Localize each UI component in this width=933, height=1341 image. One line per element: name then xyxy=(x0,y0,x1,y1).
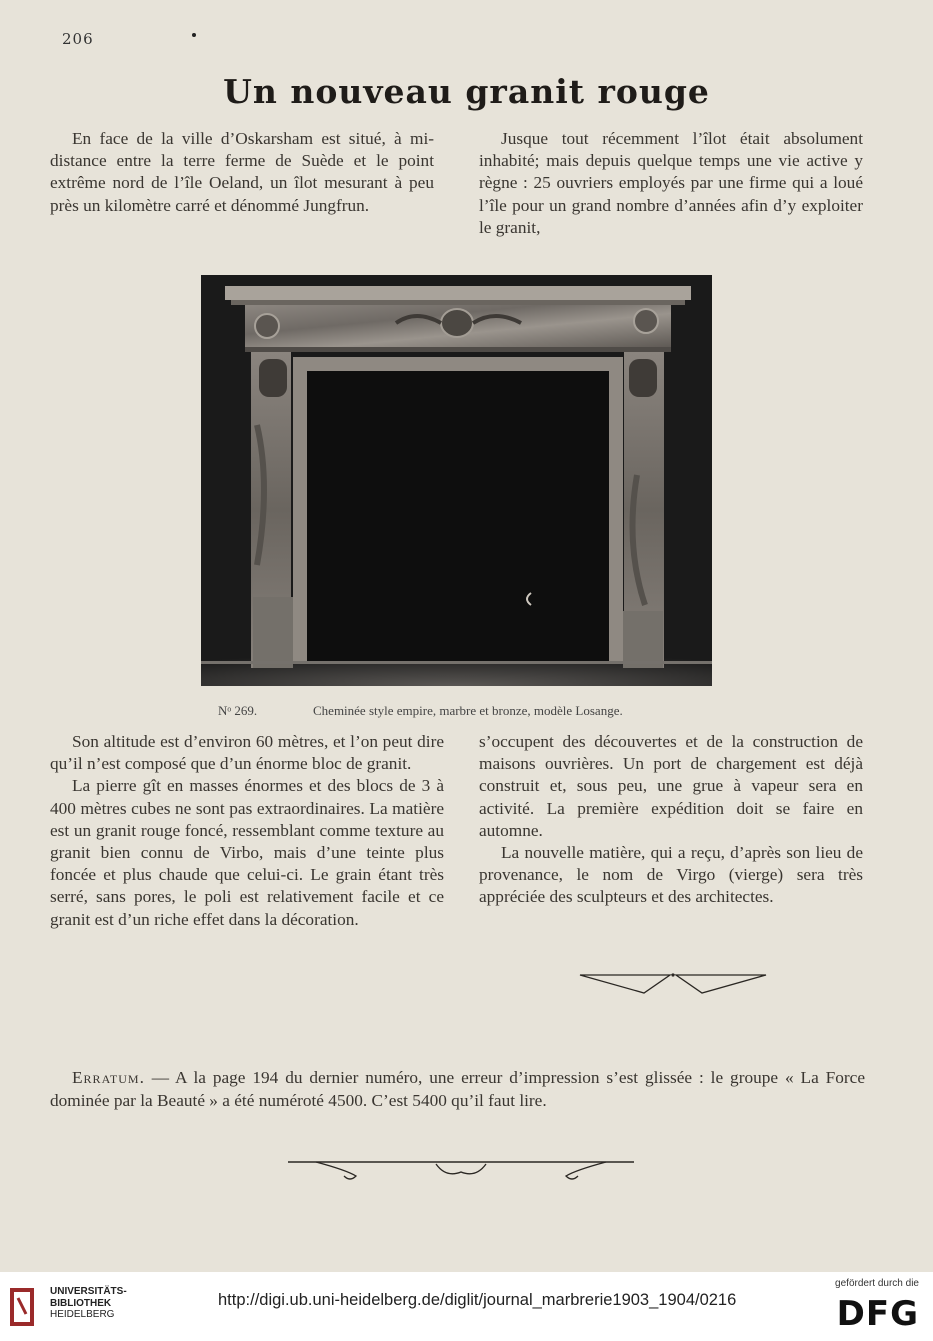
library-name xyxy=(50,1286,127,1321)
source-url-link[interactable]: http://digi.ub.uni-heidelberg.de/diglit/journal_marbrerie1903_1904/0216 xyxy=(218,1291,737,1309)
column-right-bottom xyxy=(479,731,863,909)
column-right-top xyxy=(479,128,863,239)
article-title: Un nouveau granit rouge xyxy=(223,72,710,111)
library-logo-icon xyxy=(10,1284,44,1328)
paragraph: En face de la ville d’Oskarsham est situé, à mi-distance entre la terre ferme de Suède et le point extrême nord de l’île Oeland, un îlot mesurant à peu près un kilomètre carré et dénommé Jungfrun. xyxy=(50,129,434,215)
page-number: 206 xyxy=(62,30,94,48)
paragraph: Jusque tout récemment l’îlot était absolument inhabité; mais depuis quelque temps une vie active y règne : 25 ouvriers employés par une firme qui a loué l’île pour un grand nombre d’années afin d’y exploiter le granit, xyxy=(479,129,863,237)
funding-note: gefördert durch die xyxy=(835,1278,919,1289)
column-left-bottom xyxy=(50,731,444,931)
figure-number: Nᵒ 269. xyxy=(218,703,258,718)
library-line: BIBLIOTHEK xyxy=(50,1297,112,1309)
paragraph: s’occupent des découvertes et de la construction de maisons ouvrières. Un port de chargement est déjà construit et, sous peu, une grue à vapeur sera en activité. La première expédition doit se faire en automne. xyxy=(479,732,863,840)
divider-ornament xyxy=(578,971,768,999)
paragraph: La pierre gît en masses énormes et des blocs de 3 à 400 mètres cubes ne sont pas extraordinaires. La matière est un granit rouge foncé, ressemblant comme texture au granit bien connu de Virbo, mais d’une teinte plus foncée et plus chaude que celui-ci. Le grain étant très serré, sans pores, le poli est relativement facile et ce granit est d’un riche effet dans la décoration. xyxy=(50,776,444,929)
footer-bar xyxy=(0,1272,933,1341)
library-line: UNIVERSITÄTS- xyxy=(50,1286,127,1297)
erratum-text: — A la page 194 du dernier numéro, une erreur d’impression s’est glissée : le groupe « La Force dominée par la Beauté » a été numéroté 4500. C’est 5400 qu’il faut lire. xyxy=(50,1068,865,1110)
library-line: HEIDELBERG xyxy=(50,1309,115,1320)
paragraph: La nouvelle matière, qui a reçu, d’après son lieu de provenance, le nom de Virgo (vierge) sera très appréciée des sculpteurs et des architectes. xyxy=(479,843,863,907)
fireplace-illustration xyxy=(201,275,712,686)
end-ornament xyxy=(286,1158,636,1184)
figure-caption-text: Cheminée style empire, marbre et bronze, modèle Losange. xyxy=(313,703,623,718)
paragraph: Son altitude est d’environ 60 mètres, et l’on peut dire qu’il n’est composé que d’un énorme bloc de granit. xyxy=(50,732,444,774)
column-left-top xyxy=(50,128,434,217)
fireplace-photo xyxy=(201,275,712,686)
erratum-label: Erratum. xyxy=(72,1068,145,1087)
ink-speck xyxy=(192,33,196,37)
erratum-note xyxy=(50,1066,865,1112)
dfg-logo: DFG xyxy=(836,1294,919,1334)
